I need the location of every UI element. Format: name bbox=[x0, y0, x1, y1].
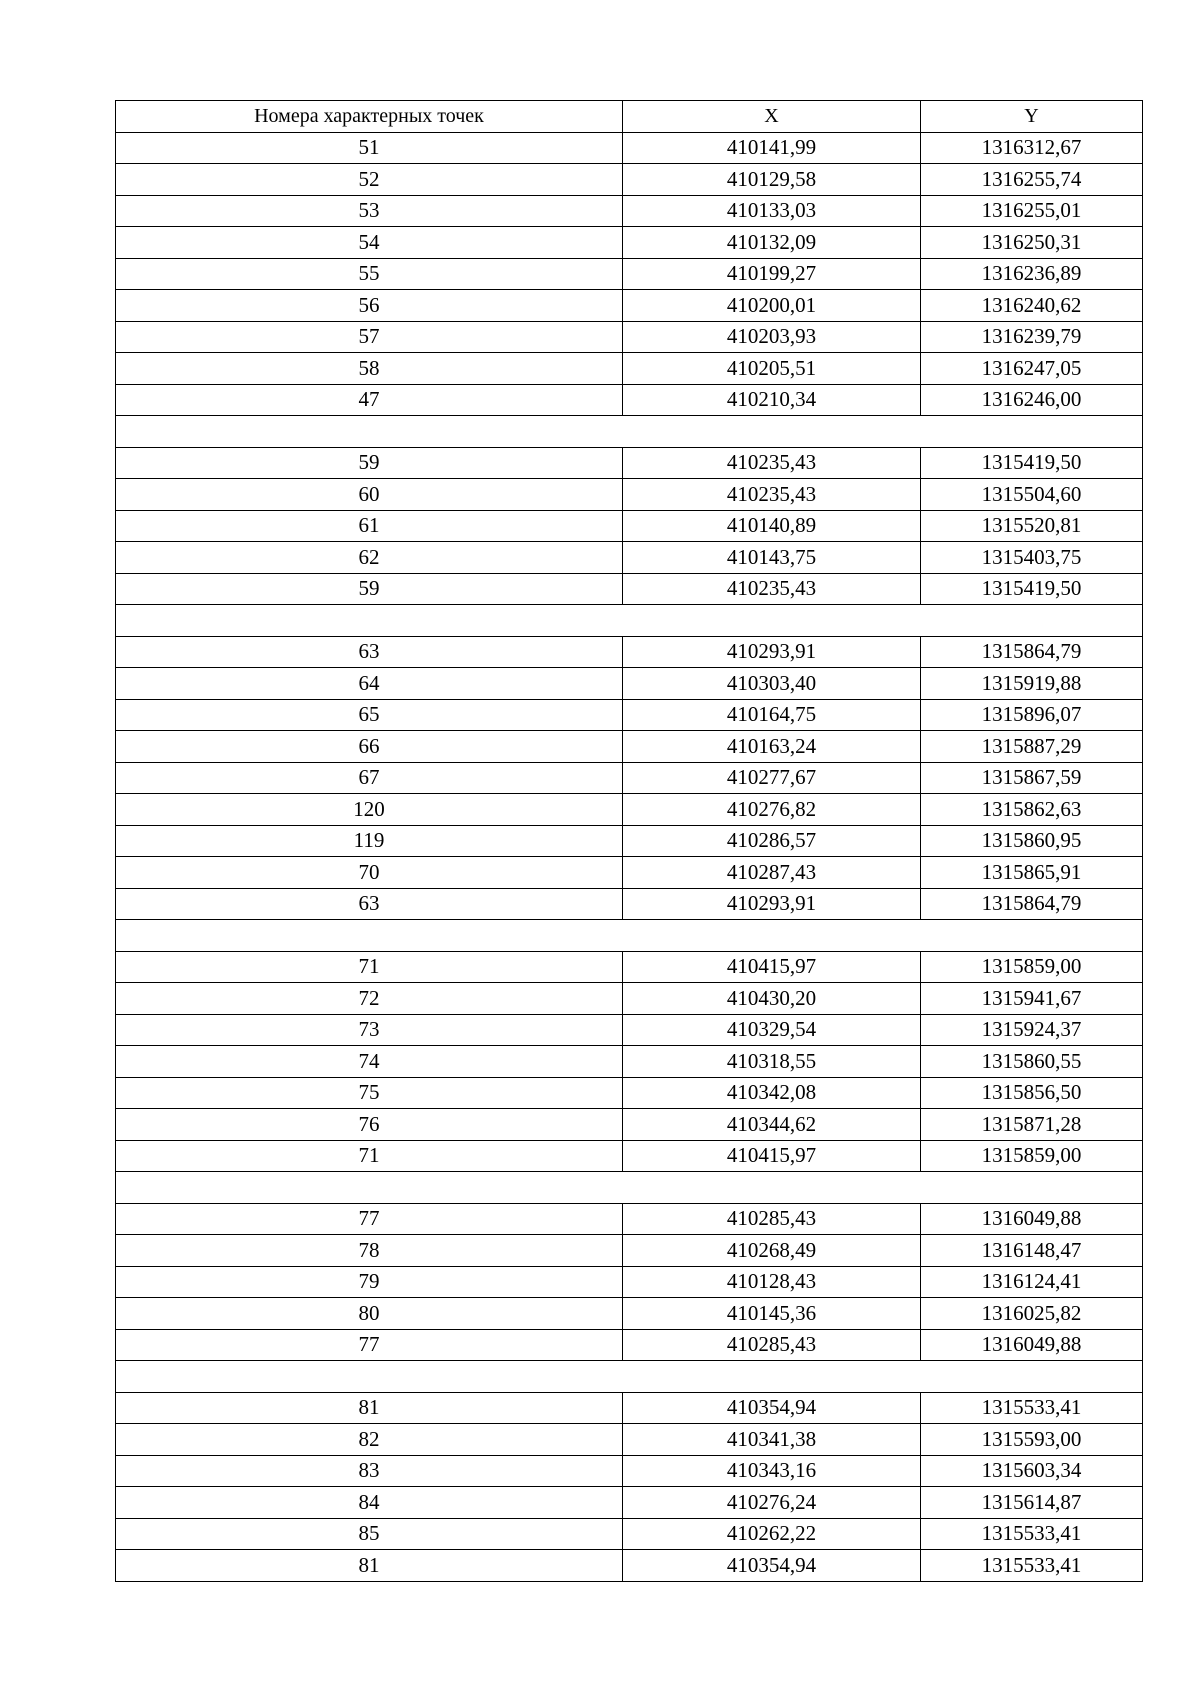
point-number-cell: 52 bbox=[116, 164, 623, 196]
y-coordinate-cell: 1316255,01 bbox=[921, 195, 1143, 227]
table-row bbox=[116, 857, 1143, 889]
y-coordinate-cell: 1315864,79 bbox=[921, 888, 1143, 920]
table-row bbox=[116, 321, 1143, 353]
x-coordinate-cell: 410210,34 bbox=[623, 384, 921, 416]
x-coordinate-cell: 410163,24 bbox=[623, 731, 921, 763]
y-coordinate-cell: 1315860,95 bbox=[921, 825, 1143, 857]
point-number-cell: 60 bbox=[116, 479, 623, 511]
x-coordinate-cell: 410287,43 bbox=[623, 857, 921, 889]
point-number-cell: 72 bbox=[116, 983, 623, 1015]
separator-cell bbox=[116, 416, 1143, 448]
point-number-cell: 71 bbox=[116, 951, 623, 983]
x-coordinate-cell: 410128,43 bbox=[623, 1266, 921, 1298]
point-number-cell: 77 bbox=[116, 1203, 623, 1235]
y-coordinate-cell: 1316049,88 bbox=[921, 1329, 1143, 1361]
point-number-cell: 56 bbox=[116, 290, 623, 322]
table-row bbox=[116, 825, 1143, 857]
table-row bbox=[116, 699, 1143, 731]
point-number-cell: 63 bbox=[116, 636, 623, 668]
y-coordinate-cell: 1316239,79 bbox=[921, 321, 1143, 353]
x-coordinate-cell: 410235,43 bbox=[623, 573, 921, 605]
table-header-row bbox=[116, 101, 1143, 133]
table-row bbox=[116, 227, 1143, 259]
y-coordinate-cell: 1316255,74 bbox=[921, 164, 1143, 196]
x-coordinate-cell: 410268,49 bbox=[623, 1235, 921, 1267]
point-number-cell: 70 bbox=[116, 857, 623, 889]
separator-row bbox=[116, 416, 1143, 448]
y-coordinate-cell: 1315867,59 bbox=[921, 762, 1143, 794]
x-coordinate-cell: 410277,67 bbox=[623, 762, 921, 794]
point-number-cell: 73 bbox=[116, 1014, 623, 1046]
x-coordinate-cell: 410286,57 bbox=[623, 825, 921, 857]
x-coordinate-cell: 410143,75 bbox=[623, 542, 921, 574]
table-row bbox=[116, 384, 1143, 416]
table-row bbox=[116, 888, 1143, 920]
point-number-cell: 76 bbox=[116, 1109, 623, 1141]
separator-cell bbox=[116, 1172, 1143, 1204]
x-coordinate-cell: 410329,54 bbox=[623, 1014, 921, 1046]
table-row bbox=[116, 1140, 1143, 1172]
point-number-cell: 119 bbox=[116, 825, 623, 857]
separator-row bbox=[116, 605, 1143, 637]
y-coordinate-cell: 1316236,89 bbox=[921, 258, 1143, 290]
point-number-cell: 53 bbox=[116, 195, 623, 227]
point-number-cell: 64 bbox=[116, 668, 623, 700]
y-coordinate-cell: 1315871,28 bbox=[921, 1109, 1143, 1141]
x-coordinate-cell: 410164,75 bbox=[623, 699, 921, 731]
table-row bbox=[116, 1046, 1143, 1078]
x-coordinate-cell: 410285,43 bbox=[623, 1329, 921, 1361]
x-coordinate-cell: 410415,97 bbox=[623, 1140, 921, 1172]
point-number-cell: 61 bbox=[116, 510, 623, 542]
x-coordinate-cell: 410344,62 bbox=[623, 1109, 921, 1141]
table-row bbox=[116, 983, 1143, 1015]
table-row bbox=[116, 510, 1143, 542]
y-coordinate-cell: 1315593,00 bbox=[921, 1424, 1143, 1456]
point-number-cell: 59 bbox=[116, 447, 623, 479]
point-number-cell: 81 bbox=[116, 1392, 623, 1424]
point-number-cell: 81 bbox=[116, 1550, 623, 1582]
y-coordinate-cell: 1315533,41 bbox=[921, 1550, 1143, 1582]
table-row bbox=[116, 1014, 1143, 1046]
point-number-cell: 71 bbox=[116, 1140, 623, 1172]
separator-cell bbox=[116, 1361, 1143, 1393]
x-coordinate-cell: 410293,91 bbox=[623, 888, 921, 920]
x-coordinate-cell: 410262,22 bbox=[623, 1518, 921, 1550]
y-coordinate-cell: 1316250,31 bbox=[921, 227, 1143, 259]
header-point-number: Номера характерных точек bbox=[116, 101, 623, 133]
y-coordinate-cell: 1315859,00 bbox=[921, 1140, 1143, 1172]
point-number-cell: 55 bbox=[116, 258, 623, 290]
table-row bbox=[116, 353, 1143, 385]
table-row bbox=[116, 1109, 1143, 1141]
x-coordinate-cell: 410199,27 bbox=[623, 258, 921, 290]
point-number-cell: 67 bbox=[116, 762, 623, 794]
table-row bbox=[116, 1203, 1143, 1235]
table-row bbox=[116, 1298, 1143, 1330]
x-coordinate-cell: 410203,93 bbox=[623, 321, 921, 353]
x-coordinate-cell: 410285,43 bbox=[623, 1203, 921, 1235]
point-number-cell: 78 bbox=[116, 1235, 623, 1267]
y-coordinate-cell: 1315924,37 bbox=[921, 1014, 1143, 1046]
table-row bbox=[116, 951, 1143, 983]
table-row bbox=[116, 1235, 1143, 1267]
x-coordinate-cell: 410145,36 bbox=[623, 1298, 921, 1330]
y-coordinate-cell: 1315603,34 bbox=[921, 1455, 1143, 1487]
table-row bbox=[116, 1518, 1143, 1550]
x-coordinate-cell: 410276,82 bbox=[623, 794, 921, 826]
table-row bbox=[116, 542, 1143, 574]
table-row bbox=[116, 164, 1143, 196]
y-coordinate-cell: 1315941,67 bbox=[921, 983, 1143, 1015]
header-y: Y bbox=[921, 101, 1143, 133]
y-coordinate-cell: 1315533,41 bbox=[921, 1392, 1143, 1424]
coordinates-table bbox=[115, 100, 1143, 1582]
point-number-cell: 75 bbox=[116, 1077, 623, 1109]
table-row bbox=[116, 1487, 1143, 1519]
table-row bbox=[116, 479, 1143, 511]
table-row bbox=[116, 668, 1143, 700]
point-number-cell: 62 bbox=[116, 542, 623, 574]
y-coordinate-cell: 1315864,79 bbox=[921, 636, 1143, 668]
x-coordinate-cell: 410140,89 bbox=[623, 510, 921, 542]
y-coordinate-cell: 1315862,63 bbox=[921, 794, 1143, 826]
y-coordinate-cell: 1315614,87 bbox=[921, 1487, 1143, 1519]
x-coordinate-cell: 410342,08 bbox=[623, 1077, 921, 1109]
table-row bbox=[116, 1392, 1143, 1424]
table-row bbox=[116, 1455, 1143, 1487]
table-row bbox=[116, 1550, 1143, 1582]
point-number-cell: 66 bbox=[116, 731, 623, 763]
point-number-cell: 80 bbox=[116, 1298, 623, 1330]
y-coordinate-cell: 1315533,41 bbox=[921, 1518, 1143, 1550]
header-x: X bbox=[623, 101, 921, 133]
x-coordinate-cell: 410129,58 bbox=[623, 164, 921, 196]
separator-row bbox=[116, 1361, 1143, 1393]
x-coordinate-cell: 410303,40 bbox=[623, 668, 921, 700]
table-row bbox=[116, 636, 1143, 668]
point-number-cell: 47 bbox=[116, 384, 623, 416]
point-number-cell: 79 bbox=[116, 1266, 623, 1298]
table-row bbox=[116, 1329, 1143, 1361]
point-number-cell: 83 bbox=[116, 1455, 623, 1487]
y-coordinate-cell: 1316312,67 bbox=[921, 132, 1143, 164]
y-coordinate-cell: 1316246,00 bbox=[921, 384, 1143, 416]
separator-cell bbox=[116, 605, 1143, 637]
x-coordinate-cell: 410205,51 bbox=[623, 353, 921, 385]
table-row bbox=[116, 794, 1143, 826]
separator-cell bbox=[116, 920, 1143, 952]
point-number-cell: 74 bbox=[116, 1046, 623, 1078]
point-number-cell: 65 bbox=[116, 699, 623, 731]
x-coordinate-cell: 410200,01 bbox=[623, 290, 921, 322]
x-coordinate-cell: 410354,94 bbox=[623, 1392, 921, 1424]
point-number-cell: 82 bbox=[116, 1424, 623, 1456]
separator-row bbox=[116, 920, 1143, 952]
y-coordinate-cell: 1315887,29 bbox=[921, 731, 1143, 763]
table-body bbox=[116, 132, 1143, 1581]
point-number-cell: 59 bbox=[116, 573, 623, 605]
point-number-cell: 85 bbox=[116, 1518, 623, 1550]
point-number-cell: 51 bbox=[116, 132, 623, 164]
x-coordinate-cell: 410132,09 bbox=[623, 227, 921, 259]
point-number-cell: 54 bbox=[116, 227, 623, 259]
x-coordinate-cell: 410318,55 bbox=[623, 1046, 921, 1078]
table-row bbox=[116, 762, 1143, 794]
point-number-cell: 84 bbox=[116, 1487, 623, 1519]
table-row bbox=[116, 258, 1143, 290]
y-coordinate-cell: 1316148,47 bbox=[921, 1235, 1143, 1267]
table-row bbox=[116, 290, 1143, 322]
x-coordinate-cell: 410141,99 bbox=[623, 132, 921, 164]
x-coordinate-cell: 410341,38 bbox=[623, 1424, 921, 1456]
y-coordinate-cell: 1315419,50 bbox=[921, 573, 1143, 605]
separator-row bbox=[116, 1172, 1143, 1204]
x-coordinate-cell: 410293,91 bbox=[623, 636, 921, 668]
table-row bbox=[116, 195, 1143, 227]
point-number-cell: 120 bbox=[116, 794, 623, 826]
y-coordinate-cell: 1315860,55 bbox=[921, 1046, 1143, 1078]
y-coordinate-cell: 1316049,88 bbox=[921, 1203, 1143, 1235]
x-coordinate-cell: 410235,43 bbox=[623, 447, 921, 479]
table-row bbox=[116, 1266, 1143, 1298]
table-row bbox=[116, 1077, 1143, 1109]
table-row bbox=[116, 1424, 1143, 1456]
x-coordinate-cell: 410343,16 bbox=[623, 1455, 921, 1487]
x-coordinate-cell: 410235,43 bbox=[623, 479, 921, 511]
x-coordinate-cell: 410133,03 bbox=[623, 195, 921, 227]
x-coordinate-cell: 410430,20 bbox=[623, 983, 921, 1015]
x-coordinate-cell: 410354,94 bbox=[623, 1550, 921, 1582]
x-coordinate-cell: 410276,24 bbox=[623, 1487, 921, 1519]
point-number-cell: 58 bbox=[116, 353, 623, 385]
y-coordinate-cell: 1315419,50 bbox=[921, 447, 1143, 479]
y-coordinate-cell: 1315856,50 bbox=[921, 1077, 1143, 1109]
y-coordinate-cell: 1316025,82 bbox=[921, 1298, 1143, 1330]
point-number-cell: 63 bbox=[116, 888, 623, 920]
y-coordinate-cell: 1315520,81 bbox=[921, 510, 1143, 542]
y-coordinate-cell: 1315403,75 bbox=[921, 542, 1143, 574]
y-coordinate-cell: 1315504,60 bbox=[921, 479, 1143, 511]
x-coordinate-cell: 410415,97 bbox=[623, 951, 921, 983]
y-coordinate-cell: 1315896,07 bbox=[921, 699, 1143, 731]
y-coordinate-cell: 1315919,88 bbox=[921, 668, 1143, 700]
table-row bbox=[116, 573, 1143, 605]
point-number-cell: 77 bbox=[116, 1329, 623, 1361]
y-coordinate-cell: 1315859,00 bbox=[921, 951, 1143, 983]
y-coordinate-cell: 1316240,62 bbox=[921, 290, 1143, 322]
y-coordinate-cell: 1316247,05 bbox=[921, 353, 1143, 385]
table-row bbox=[116, 132, 1143, 164]
point-number-cell: 57 bbox=[116, 321, 623, 353]
table-row bbox=[116, 447, 1143, 479]
y-coordinate-cell: 1315865,91 bbox=[921, 857, 1143, 889]
table-row bbox=[116, 731, 1143, 763]
y-coordinate-cell: 1316124,41 bbox=[921, 1266, 1143, 1298]
